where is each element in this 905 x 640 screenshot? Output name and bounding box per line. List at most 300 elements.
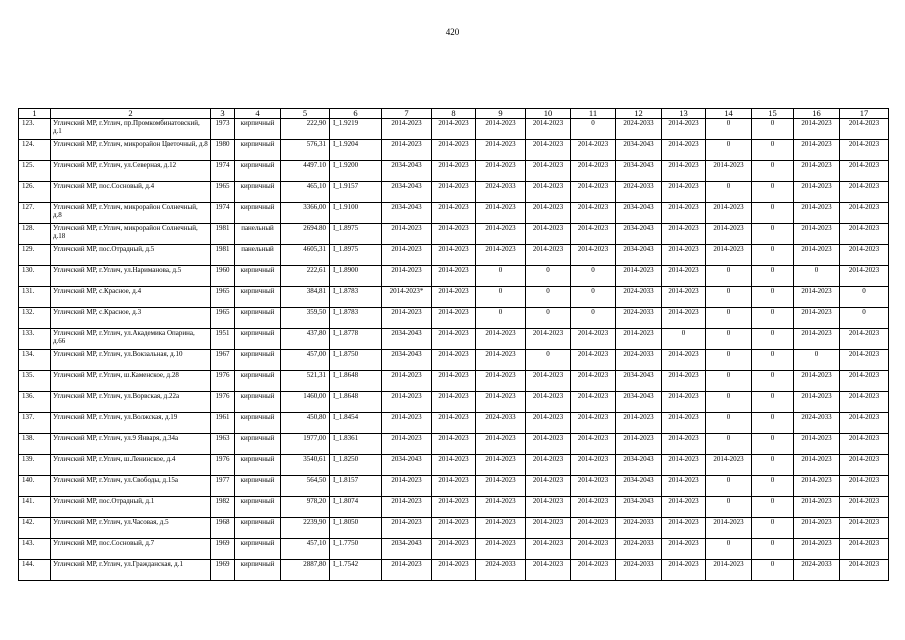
coefficient-cell: I_1.8975 [330, 245, 382, 266]
period-cell-8: 2014-2023 [432, 476, 476, 497]
page-number: 420 [445, 27, 460, 37]
row-number-cell: 129. [19, 245, 51, 266]
period-cell-11: 2014-2023 [571, 245, 616, 266]
period-cell-8: 2014-2023 [432, 392, 476, 413]
coefficient-cell: I_1.8454 [330, 413, 382, 434]
wall-material-cell: кирпичный [235, 119, 281, 140]
table-row [19, 539, 889, 560]
period-cell-8: 2014-2023 [432, 203, 476, 224]
period-cell-10: 2014-2023 [526, 371, 571, 392]
table-row [19, 518, 889, 539]
period-cell-14: 0 [706, 413, 752, 434]
wall-material-cell: кирпичный [235, 518, 281, 539]
period-cell-15: 0 [752, 539, 794, 560]
wall-material-cell: кирпичный [235, 329, 281, 350]
period-cell-10: 2014-2023 [526, 182, 571, 203]
period-cell-13: 2014-2023 [662, 119, 706, 140]
period-cell-17: 2014-2023 [840, 455, 889, 476]
column-header-11: 11 [571, 109, 616, 119]
table-row [19, 203, 889, 224]
coefficient-cell: I_1.7750 [330, 539, 382, 560]
period-cell-8: 2014-2023 [432, 413, 476, 434]
period-cell-11: 2014-2023 [571, 140, 616, 161]
area-cell: 521,31 [281, 371, 330, 392]
period-cell-14: 0 [706, 329, 752, 350]
period-cell-16: 2014-2023 [794, 140, 840, 161]
address-cell: Угличский МР, г.Углич, ш.Каменское, д.28 [51, 371, 211, 392]
period-cell-10: 2014-2023 [526, 161, 571, 182]
table-row [19, 308, 889, 329]
period-cell-7: 2014-2023 [382, 140, 432, 161]
period-cell-10: 2014-2023 [526, 518, 571, 539]
year-built-cell: 1974 [211, 203, 235, 224]
period-cell-17: 2014-2023 [840, 224, 889, 245]
coefficient-cell: I_1.8250 [330, 455, 382, 476]
wall-material-cell: кирпичный [235, 497, 281, 518]
period-cell-17: 2014-2023 [840, 245, 889, 266]
period-cell-7: 2014-2023 [382, 119, 432, 140]
period-cell-13: 2014-2023 [662, 497, 706, 518]
row-number-cell: 142. [19, 518, 51, 539]
table-row [19, 119, 889, 140]
period-cell-16: 0 [794, 350, 840, 371]
period-cell-11: 0 [571, 308, 616, 329]
period-cell-13: 2014-2023 [662, 245, 706, 266]
period-cell-14: 0 [706, 266, 752, 287]
period-cell-12: 2024-2033 [616, 182, 662, 203]
address-cell: Угличский МР, г.Углич, ш.Ленинское, д.4 [51, 455, 211, 476]
row-number-cell: 138. [19, 434, 51, 455]
period-cell-16: 2014-2023 [794, 455, 840, 476]
period-cell-16: 2014-2023 [794, 119, 840, 140]
wall-material-cell: панельный [235, 224, 281, 245]
period-cell-8: 2014-2023 [432, 560, 476, 581]
period-cell-17: 2014-2023 [840, 182, 889, 203]
period-cell-15: 0 [752, 560, 794, 581]
area-cell: 450,80 [281, 413, 330, 434]
period-cell-8: 2014-2023 [432, 518, 476, 539]
period-cell-10: 0 [526, 266, 571, 287]
period-cell-12: 2024-2033 [616, 287, 662, 308]
period-cell-14: 0 [706, 434, 752, 455]
period-cell-14: 0 [706, 308, 752, 329]
period-cell-14: 2014-2023 [706, 161, 752, 182]
period-cell-7: 2034-2043 [382, 161, 432, 182]
period-cell-14: 2014-2023 [706, 203, 752, 224]
address-cell: Угличский МР, г.Углич, ул.Северная, д.12 [51, 161, 211, 182]
period-cell-15: 0 [752, 245, 794, 266]
period-cell-9: 2024-2033 [476, 182, 526, 203]
column-header-17: 17 [840, 109, 889, 119]
period-cell-15: 0 [752, 455, 794, 476]
period-cell-12: 2014-2023 [616, 266, 662, 287]
year-built-cell: 1976 [211, 455, 235, 476]
period-cell-11: 2014-2023 [571, 161, 616, 182]
year-built-cell: 1951 [211, 329, 235, 350]
year-built-cell: 1974 [211, 161, 235, 182]
period-cell-13: 2014-2023 [662, 266, 706, 287]
row-number-cell: 144. [19, 560, 51, 581]
period-cell-7: 2034-2043 [382, 455, 432, 476]
coefficient-cell: I_1.9100 [330, 203, 382, 224]
period-cell-17: 2014-2023 [840, 203, 889, 224]
address-cell: Угличский МР, г.Углич, ул.Гражданская, д.1 [51, 560, 211, 581]
year-built-cell: 1969 [211, 560, 235, 581]
row-number-cell: 143. [19, 539, 51, 560]
period-cell-13: 2014-2023 [662, 539, 706, 560]
wall-material-cell: панельный [235, 245, 281, 266]
period-cell-9: 2014-2023 [476, 518, 526, 539]
area-cell: 222,90 [281, 119, 330, 140]
coefficient-cell: I_1.8778 [330, 329, 382, 350]
period-cell-10: 0 [526, 350, 571, 371]
address-cell: Угличский МР, г.Углич, ул.Волжская, д.19 [51, 413, 211, 434]
area-cell: 2694.80 [281, 224, 330, 245]
period-cell-17: 0 [840, 287, 889, 308]
period-cell-17: 2014-2023 [840, 434, 889, 455]
period-cell-9: 2024-2033 [476, 560, 526, 581]
year-built-cell: 1965 [211, 308, 235, 329]
table-row [19, 287, 889, 308]
period-cell-7: 2014-2023 [382, 245, 432, 266]
period-cell-8: 2014-2023 [432, 350, 476, 371]
period-cell-11: 2014-2023 [571, 371, 616, 392]
coefficient-cell: I_1.8648 [330, 371, 382, 392]
year-built-cell: 1977 [211, 476, 235, 497]
column-header-2: 2 [51, 109, 211, 119]
period-cell-9: 0 [476, 266, 526, 287]
period-cell-16: 2024-2033 [794, 413, 840, 434]
period-cell-12: 2014-2023 [616, 413, 662, 434]
table-row [19, 182, 889, 203]
period-cell-16: 2014-2023 [794, 182, 840, 203]
period-cell-9: 2014-2023 [476, 140, 526, 161]
period-cell-7: 2014-2023 [382, 224, 432, 245]
area-cell: 3366,00 [281, 203, 330, 224]
address-cell: Угличский МР, пос.Сосновый, д.7 [51, 539, 211, 560]
table-row [19, 560, 889, 581]
period-cell-10: 2014-2023 [526, 140, 571, 161]
period-cell-13: 2014-2023 [662, 161, 706, 182]
area-cell: 978,20 [281, 497, 330, 518]
column-header-9: 9 [476, 109, 526, 119]
area-cell: 359,50 [281, 308, 330, 329]
period-cell-16: 2014-2023 [794, 476, 840, 497]
wall-material-cell: кирпичный [235, 371, 281, 392]
wall-material-cell: кирпичный [235, 266, 281, 287]
period-cell-7: 2014-2023 [382, 392, 432, 413]
period-cell-8: 2014-2023 [432, 161, 476, 182]
period-cell-9: 2014-2023 [476, 539, 526, 560]
period-cell-17: 2014-2023 [840, 329, 889, 350]
period-cell-8: 2014-2023 [432, 434, 476, 455]
address-cell: Угличский МР, г.Углич, ул.Ворвская, д.22а [51, 392, 211, 413]
column-header-4: 4 [235, 109, 281, 119]
column-header-1: 1 [19, 109, 51, 119]
period-cell-10: 2014-2023 [526, 434, 571, 455]
year-built-cell: 1969 [211, 539, 235, 560]
period-cell-14: 2014-2023 [706, 518, 752, 539]
period-cell-11: 2014-2023 [571, 413, 616, 434]
period-cell-15: 0 [752, 161, 794, 182]
coefficient-cell: I_1.8900 [330, 266, 382, 287]
period-cell-13: 2014-2023 [662, 434, 706, 455]
column-header-12: 12 [616, 109, 662, 119]
period-cell-7: 2014-2023 [382, 266, 432, 287]
period-cell-17: 2014-2023 [840, 161, 889, 182]
area-cell: 564,50 [281, 476, 330, 497]
period-cell-8: 2014-2023 [432, 287, 476, 308]
period-cell-11: 2014-2023 [571, 539, 616, 560]
address-cell: Угличский МР, г.Углич, ул.Вокзальная, д.10 [51, 350, 211, 371]
period-cell-15: 0 [752, 119, 794, 140]
area-cell: 3540,61 [281, 455, 330, 476]
period-cell-12: 2034-2043 [616, 161, 662, 182]
period-cell-16: 2014-2023 [794, 245, 840, 266]
area-cell: 2239,90 [281, 518, 330, 539]
period-cell-17: 0 [840, 308, 889, 329]
table-row [19, 224, 889, 245]
address-cell: Угличский МР, пос.Отрадный, д.1 [51, 497, 211, 518]
period-cell-8: 2014-2023 [432, 539, 476, 560]
period-cell-12: 2034-2043 [616, 245, 662, 266]
period-cell-10: 2014-2023 [526, 392, 571, 413]
row-number-cell: 126. [19, 182, 51, 203]
period-cell-11: 2014-2023 [571, 434, 616, 455]
period-cell-8: 2014-2023 [432, 455, 476, 476]
period-cell-13: 2014-2023 [662, 140, 706, 161]
row-number-cell: 130. [19, 266, 51, 287]
period-cell-16: 2014-2023 [794, 539, 840, 560]
period-cell-13: 2014-2023 [662, 224, 706, 245]
period-cell-13: 2014-2023 [662, 518, 706, 539]
period-cell-14: 2014-2023 [706, 245, 752, 266]
period-cell-8: 2014-2023 [432, 119, 476, 140]
coefficient-cell: I_1.8050 [330, 518, 382, 539]
wall-material-cell: кирпичный [235, 140, 281, 161]
period-cell-9: 2014-2023 [476, 455, 526, 476]
period-cell-14: 2014-2023 [706, 560, 752, 581]
row-number-cell: 136. [19, 392, 51, 413]
period-cell-15: 0 [752, 287, 794, 308]
period-cell-16: 2014-2023 [794, 434, 840, 455]
period-cell-7: 2014-2023 [382, 413, 432, 434]
period-cell-17: 2014-2023 [840, 539, 889, 560]
period-cell-11: 2014-2023 [571, 455, 616, 476]
address-cell: Угличский МР, г.Углич, пр.Промкомбинатовский, д.1 [51, 119, 211, 140]
period-cell-16: 0 [794, 266, 840, 287]
row-number-cell: 139. [19, 455, 51, 476]
coefficient-cell: I_1.9157 [330, 182, 382, 203]
period-cell-13: 2014-2023 [662, 371, 706, 392]
period-cell-12: 2034-2043 [616, 497, 662, 518]
period-cell-13: 2014-2023 [662, 476, 706, 497]
coefficient-cell: I_1.7542 [330, 560, 382, 581]
period-cell-12: 2034-2043 [616, 371, 662, 392]
table-row [19, 455, 889, 476]
area-cell: 576,31 [281, 140, 330, 161]
period-cell-11: 2014-2023 [571, 224, 616, 245]
year-built-cell: 1967 [211, 350, 235, 371]
area-cell: 1977,00 [281, 434, 330, 455]
address-cell: Угличский МР, г.Углич, ул.Свободы, д.15а [51, 476, 211, 497]
period-cell-8: 2014-2023 [432, 140, 476, 161]
period-cell-16: 2014-2023 [794, 371, 840, 392]
table-row [19, 371, 889, 392]
housing-table [18, 108, 889, 581]
area-cell: 1460,00 [281, 392, 330, 413]
period-cell-16: 2014-2023 [794, 308, 840, 329]
period-cell-17: 2014-2023 [840, 140, 889, 161]
period-cell-14: 0 [706, 119, 752, 140]
wall-material-cell: кирпичный [235, 476, 281, 497]
period-cell-11: 2014-2023 [571, 518, 616, 539]
coefficient-cell: I_1.9200 [330, 161, 382, 182]
period-cell-11: 2014-2023 [571, 350, 616, 371]
wall-material-cell: кирпичный [235, 350, 281, 371]
coefficient-cell: I_1.8750 [330, 350, 382, 371]
address-cell: Угличский МР, пос.Отрадный, д.5 [51, 245, 211, 266]
period-cell-12: 2034-2043 [616, 392, 662, 413]
period-cell-9: 2014-2023 [476, 224, 526, 245]
area-cell: 465,10 [281, 182, 330, 203]
year-built-cell: 1981 [211, 245, 235, 266]
period-cell-9: 0 [476, 308, 526, 329]
address-cell: Угличский МР, г.Углич, ул.Академика Опарина, д.66 [51, 329, 211, 350]
period-cell-10: 2014-2023 [526, 119, 571, 140]
year-built-cell: 1976 [211, 371, 235, 392]
period-cell-15: 0 [752, 224, 794, 245]
year-built-cell: 1976 [211, 392, 235, 413]
row-number-cell: 131. [19, 287, 51, 308]
period-cell-13: 2014-2023 [662, 308, 706, 329]
period-cell-16: 2014-2023 [794, 518, 840, 539]
area-cell: 222,61 [281, 266, 330, 287]
period-cell-10: 2014-2023 [526, 329, 571, 350]
year-built-cell: 1965 [211, 182, 235, 203]
period-cell-12: 2024-2033 [616, 539, 662, 560]
column-header-14: 14 [706, 109, 752, 119]
period-cell-9: 2014-2023 [476, 161, 526, 182]
period-cell-7: 2014-2023 [382, 434, 432, 455]
period-cell-7: 2014-2023 [382, 308, 432, 329]
column-header-7: 7 [382, 109, 432, 119]
period-cell-17: 2014-2023 [840, 371, 889, 392]
period-cell-12: 2034-2043 [616, 455, 662, 476]
period-cell-13: 2014-2023 [662, 350, 706, 371]
area-cell: 457,00 [281, 350, 330, 371]
period-cell-11: 2014-2023 [571, 560, 616, 581]
period-cell-15: 0 [752, 476, 794, 497]
period-cell-12: 2034-2043 [616, 140, 662, 161]
address-cell: Угличский МР, г.Углич, микрорайон Солнечный, д.8 [51, 203, 211, 224]
period-cell-11: 0 [571, 266, 616, 287]
period-cell-11: 2014-2023 [571, 476, 616, 497]
period-cell-10: 2014-2023 [526, 476, 571, 497]
table-row [19, 434, 889, 455]
period-cell-16: 2014-2023 [794, 329, 840, 350]
period-cell-7: 2034-2043 [382, 182, 432, 203]
period-cell-17: 2014-2023 [840, 119, 889, 140]
period-cell-15: 0 [752, 434, 794, 455]
year-built-cell: 1961 [211, 413, 235, 434]
column-header-3: 3 [211, 109, 235, 119]
period-cell-16: 2014-2023 [794, 161, 840, 182]
period-cell-17: 2014-2023 [840, 392, 889, 413]
period-cell-16: 2014-2023 [794, 392, 840, 413]
coefficient-cell: I_1.8361 [330, 434, 382, 455]
period-cell-11: 2014-2023 [571, 329, 616, 350]
period-cell-15: 0 [752, 371, 794, 392]
table-row [19, 266, 889, 287]
period-cell-10: 2014-2023 [526, 224, 571, 245]
period-cell-15: 0 [752, 329, 794, 350]
period-cell-15: 0 [752, 518, 794, 539]
period-cell-14: 0 [706, 350, 752, 371]
table-row [19, 350, 889, 371]
period-cell-10: 2014-2023 [526, 539, 571, 560]
period-cell-11: 0 [571, 287, 616, 308]
period-cell-16: 2014-2023 [794, 203, 840, 224]
period-cell-12: 2034-2043 [616, 203, 662, 224]
period-cell-9: 2014-2023 [476, 371, 526, 392]
wall-material-cell: кирпичный [235, 287, 281, 308]
period-cell-15: 0 [752, 308, 794, 329]
row-number-cell: 123. [19, 119, 51, 140]
period-cell-8: 2014-2023 [432, 497, 476, 518]
period-cell-10: 2014-2023 [526, 203, 571, 224]
period-cell-8: 2014-2023 [432, 371, 476, 392]
period-cell-7: 2014-2023* [382, 287, 432, 308]
period-cell-9: 2014-2023 [476, 245, 526, 266]
address-cell: Угличский МР, г.Углич, микрорайон Солнечный, д.18 [51, 224, 211, 245]
wall-material-cell: кирпичный [235, 560, 281, 581]
period-cell-14: 0 [706, 476, 752, 497]
period-cell-8: 2014-2023 [432, 266, 476, 287]
period-cell-15: 0 [752, 266, 794, 287]
column-header-15: 15 [752, 109, 794, 119]
column-header-6: 6 [330, 109, 382, 119]
period-cell-16: 2014-2023 [794, 497, 840, 518]
area-cell: 437,80 [281, 329, 330, 350]
coefficient-cell: I_1.8074 [330, 497, 382, 518]
year-built-cell: 1965 [211, 287, 235, 308]
column-header-5: 5 [281, 109, 330, 119]
period-cell-7: 2014-2023 [382, 497, 432, 518]
period-cell-11: 2014-2023 [571, 497, 616, 518]
period-cell-10: 2014-2023 [526, 560, 571, 581]
year-built-cell: 1973 [211, 119, 235, 140]
period-cell-12: 2024-2033 [616, 119, 662, 140]
period-cell-8: 2014-2023 [432, 329, 476, 350]
column-header-8: 8 [432, 109, 476, 119]
period-cell-7: 2014-2023 [382, 371, 432, 392]
period-cell-17: 2014-2023 [840, 476, 889, 497]
row-number-cell: 124. [19, 140, 51, 161]
period-cell-9: 2014-2023 [476, 392, 526, 413]
period-cell-12: 2024-2033 [616, 350, 662, 371]
period-cell-13: 2014-2023 [662, 455, 706, 476]
period-cell-9: 0 [476, 287, 526, 308]
column-header-13: 13 [662, 109, 706, 119]
header-row [19, 109, 889, 119]
period-cell-15: 0 [752, 203, 794, 224]
period-cell-15: 0 [752, 497, 794, 518]
period-cell-16: 2014-2023 [794, 287, 840, 308]
period-cell-15: 0 [752, 182, 794, 203]
period-cell-14: 0 [706, 392, 752, 413]
period-cell-11: 0 [571, 119, 616, 140]
